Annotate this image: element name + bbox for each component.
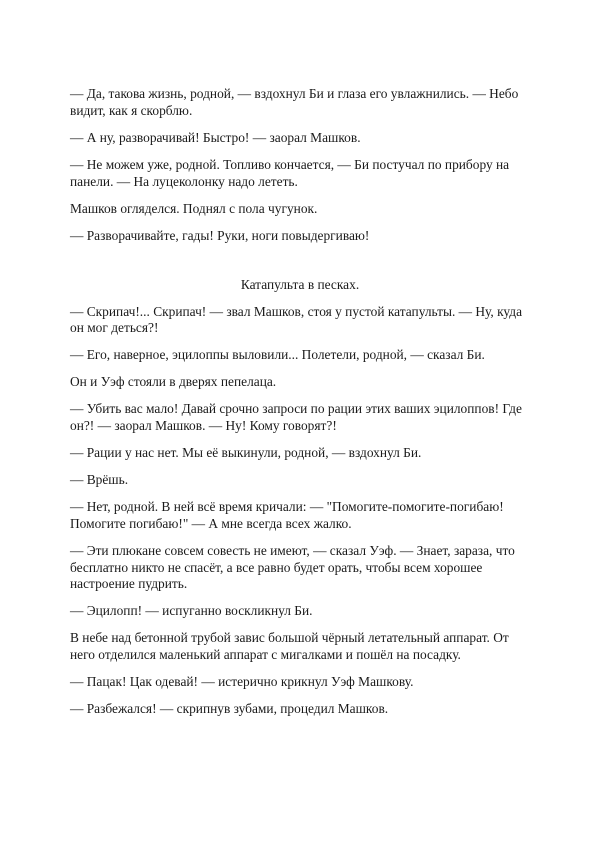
- paragraph: — Разбежался! — скрипнув зубами, процедил Машков.: [70, 701, 389, 717]
- document-body: [70, 86, 530, 728]
- chapter-title: Катапульта в песках.: [240, 276, 360, 292]
- paragraph: — Эцилопп! — испуганно воскликнул Би.: [70, 603, 313, 619]
- paragraph: В небе над бетонной трубой завис большой чёрный летательный аппарат. От него отделился маленький аппарат с мигалками и пошёл на посадку.: [70, 630, 509, 663]
- paragraph: — Пацак! Цак одевай! — истерично крикнул Уэф Машкову.: [70, 674, 414, 690]
- paragraph: — Не можем уже, родной. Топливо кончается, — Би постучал по прибору на панели. — На луцеколонку надо лететь.: [70, 156, 510, 189]
- paragraph: — Врёшь.: [70, 472, 129, 488]
- paragraph: Он и Уэф стояли в дверях пепелаца.: [70, 374, 277, 390]
- paragraph: — А ну, разворачивай! Быстро! — заорал Машков.: [70, 129, 361, 145]
- paragraph: — Нет, родной. В ней всё время кричали: — "Помогите-помогите-погибаю! Помогите погибаю!" — А мне всегда всех жалко.: [70, 499, 504, 531]
- paragraph: — Эти плюкане совсем совесть не имеют, — сказал Уэф. — Знает, зараза, что бесплатно никто не спасёт, а все равно будет орать, чтобы всем хорошее настроение пудрить.: [70, 542, 515, 592]
- section-break: [70, 255, 530, 277]
- paragraph: — Разворачивайте, гады! Руки, ноги повыдергиваю!: [70, 227, 370, 243]
- paragraph: — Рации у нас нет. Мы её выкинули, родной, — вздохнул Би.: [70, 445, 422, 461]
- paragraph: Машков огляделся. Поднял с пола чугунок.: [70, 200, 318, 216]
- paragraph: — Его, наверное, эцилоппы выловили... Полетели, родной, — сказал Би.: [70, 347, 485, 363]
- paragraph: — Скрипач!... Скрипач! — звал Машков, стоя у пустой катапульты. — Ну, куда он мог деться?!: [70, 303, 523, 336]
- paragraph: — Да, такова жизнь, родной, — вздохнул Би и глаза его увлажнились. — Небо видит, как я скорблю.: [70, 86, 519, 118]
- paragraph: — Убить вас мало! Давай срочно запроси по рации этих ваших эцилоппов! Где он?! — заорал Машков. — Ну! Кому говорят?!: [70, 401, 522, 434]
